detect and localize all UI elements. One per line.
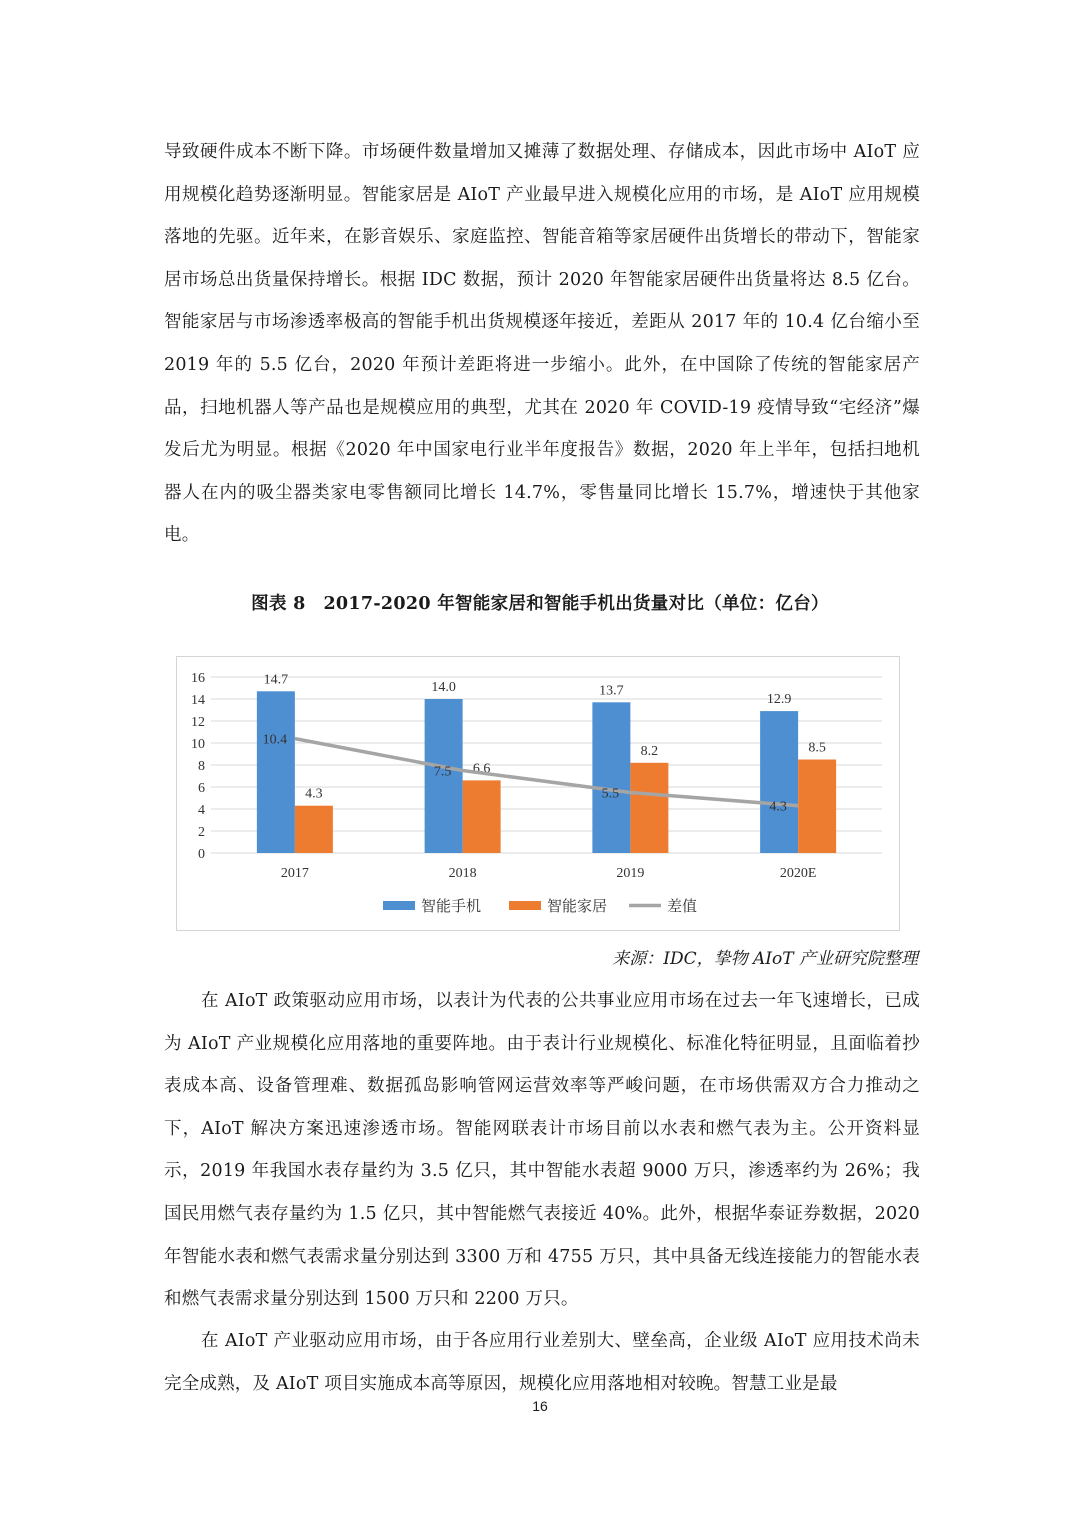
y-tick-label-1: 2 [198,825,205,840]
data-label-smarthome-2017: 4.3 [305,786,323,802]
y-tick-label-3: 6 [198,781,205,796]
body-paragraph-2: 在 AIoT 政策驱动应用市场，以表计为代表的公共事业应用市场在过去一年飞速增长，已成为 AIoT 产业规模化应用落地的重要阵地。由于表计行业规模化、标准化特征明显，且面临着抄表成本高、设备管理难、数据孤岛影响管网运营效率等严峻问题，在市场供需双方合力推动之下，AIoT 解决方案迅速渗透市场。智能网联表计市场目前以水表和燃气表为主。公开资料显示，2019 年我国水表存量约为 3.5 亿只，其中智能水表超 9000 万只，渗透率约为 26%；我国民用燃气表存量约为 1.5 亿只，其中智能燃气表接近 40%。此外，根据华泰证券数据，2020 年智能水表和燃气表需求量分别达到 3300 万和 4755 万只，其中具备无线连接能力的智能水表和燃气表需求量分别达到 1500 万只和 2200 万只。 [164,991,920,1310]
body-paragraph-3: 在 AIoT 产业驱动应用市场，由于各应用行业差别大、壁垒高，企业级 AIoT 应用技术尚未完全成熟，及 AIoT 项目实施成本高等原因，规模化应用落地相对较晚。智慧工业是最 [164,1331,920,1394]
figure-caption: 图表 8 2017-2020 年智能家居和智能手机出货量对比（单位：亿台） [251,594,829,614]
y-tick-label-4: 8 [198,759,205,774]
bar-smarthome-2020E [798,760,836,854]
y-tick-label-7: 14 [191,693,205,708]
data-label-difference-2017: 10.4 [262,732,288,748]
y-tick-label-5: 10 [191,737,205,752]
bar-smarthome-2019 [630,763,668,853]
data-label-difference-2019: 5.5 [601,786,620,802]
x-tick-label-2019: 2019 [616,866,645,881]
figure-source: 来源：IDC，挚物 AIoT 产业研究院整理 [612,949,918,969]
data-label-smartphone-2019: 13.7 [599,683,624,699]
data-label-difference-2018: 7.5 [433,764,452,780]
y-tick-label-2: 4 [198,803,205,818]
data-label-smartphone-2020E: 12.9 [766,692,792,708]
y-tick-label-8: 16 [191,671,205,686]
data-label-difference-2020E: 4.3 [769,799,787,815]
legend-label-1: 智能家居 [547,899,608,915]
data-label-smarthome-2018: 6.6 [472,761,491,777]
data-label-smartphone-2018: 14.0 [431,680,456,695]
bar-smartphone-2020E [760,711,798,853]
x-tick-label-2020E: 2020E [779,866,817,881]
chart-canvas [177,657,901,932]
bar-smarthome-2017 [295,806,333,853]
data-label-smarthome-2019: 8.2 [640,743,659,759]
x-tick-label-2017: 2017 [280,866,309,881]
bar-smartphone-2017 [257,691,295,853]
difference-line [295,739,798,806]
data-label-smartphone-2017: 14.7 [263,672,289,688]
y-tick-label-6: 12 [191,715,205,730]
body-paragraph-1: 导致硬件成本不断下降。市场硬件数量增加又摊薄了数据处理、存储成本，因此市场中 AIoT 应用规模化趋势逐渐明显。智能家居是 AIoT 产业最早进入规模化应用的市场，是 AIoT 应用规模落地的先驱。近年来，在影音娱乐、家庭监控、智能音箱等家居硬件出货增长的带动下，智能家居市场总出货量保持增长。根据 IDC 数据，预计 2020 年智能家居硬件出货量将达 8.5 亿台。智能家居与市场渗透率极高的智能手机出货规模逐年接近，差距从 2017 年的 10.4 亿台缩小至 2019 年的 5.5 亿台，2020 年预计差距将进一步缩小。此外，在中国除了传统的智能家居产品，扫地机器人等产品也是规模应用的典型，尤其在 2020 年 COVID-19 疫情导致“宅经济”爆发后尤为明显。根据《2020 年中国家电行业半年度报告》数据，2020 年上半年，包括扫地机器人在内的吸尘器类家电零售额同比增长 14.7%，零售量同比增长 15.7%，增速快于其他家电。 [164,142,920,546]
y-tick-label-0: 0 [198,847,205,862]
data-label-smarthome-2020E: 8.5 [808,740,826,756]
legend-swatch-0 [383,901,415,910]
x-tick-label-2018: 2018 [448,866,477,881]
bar-smartphone-2019 [592,702,630,853]
page-number: 16 [532,1398,548,1414]
legend-label-0: 智能手机 [421,899,482,915]
legend-label-2: 差值 [667,899,698,915]
shipment-comparison-chart [176,656,900,931]
bar-smarthome-2018 [463,780,501,853]
legend-swatch-1 [509,901,541,910]
